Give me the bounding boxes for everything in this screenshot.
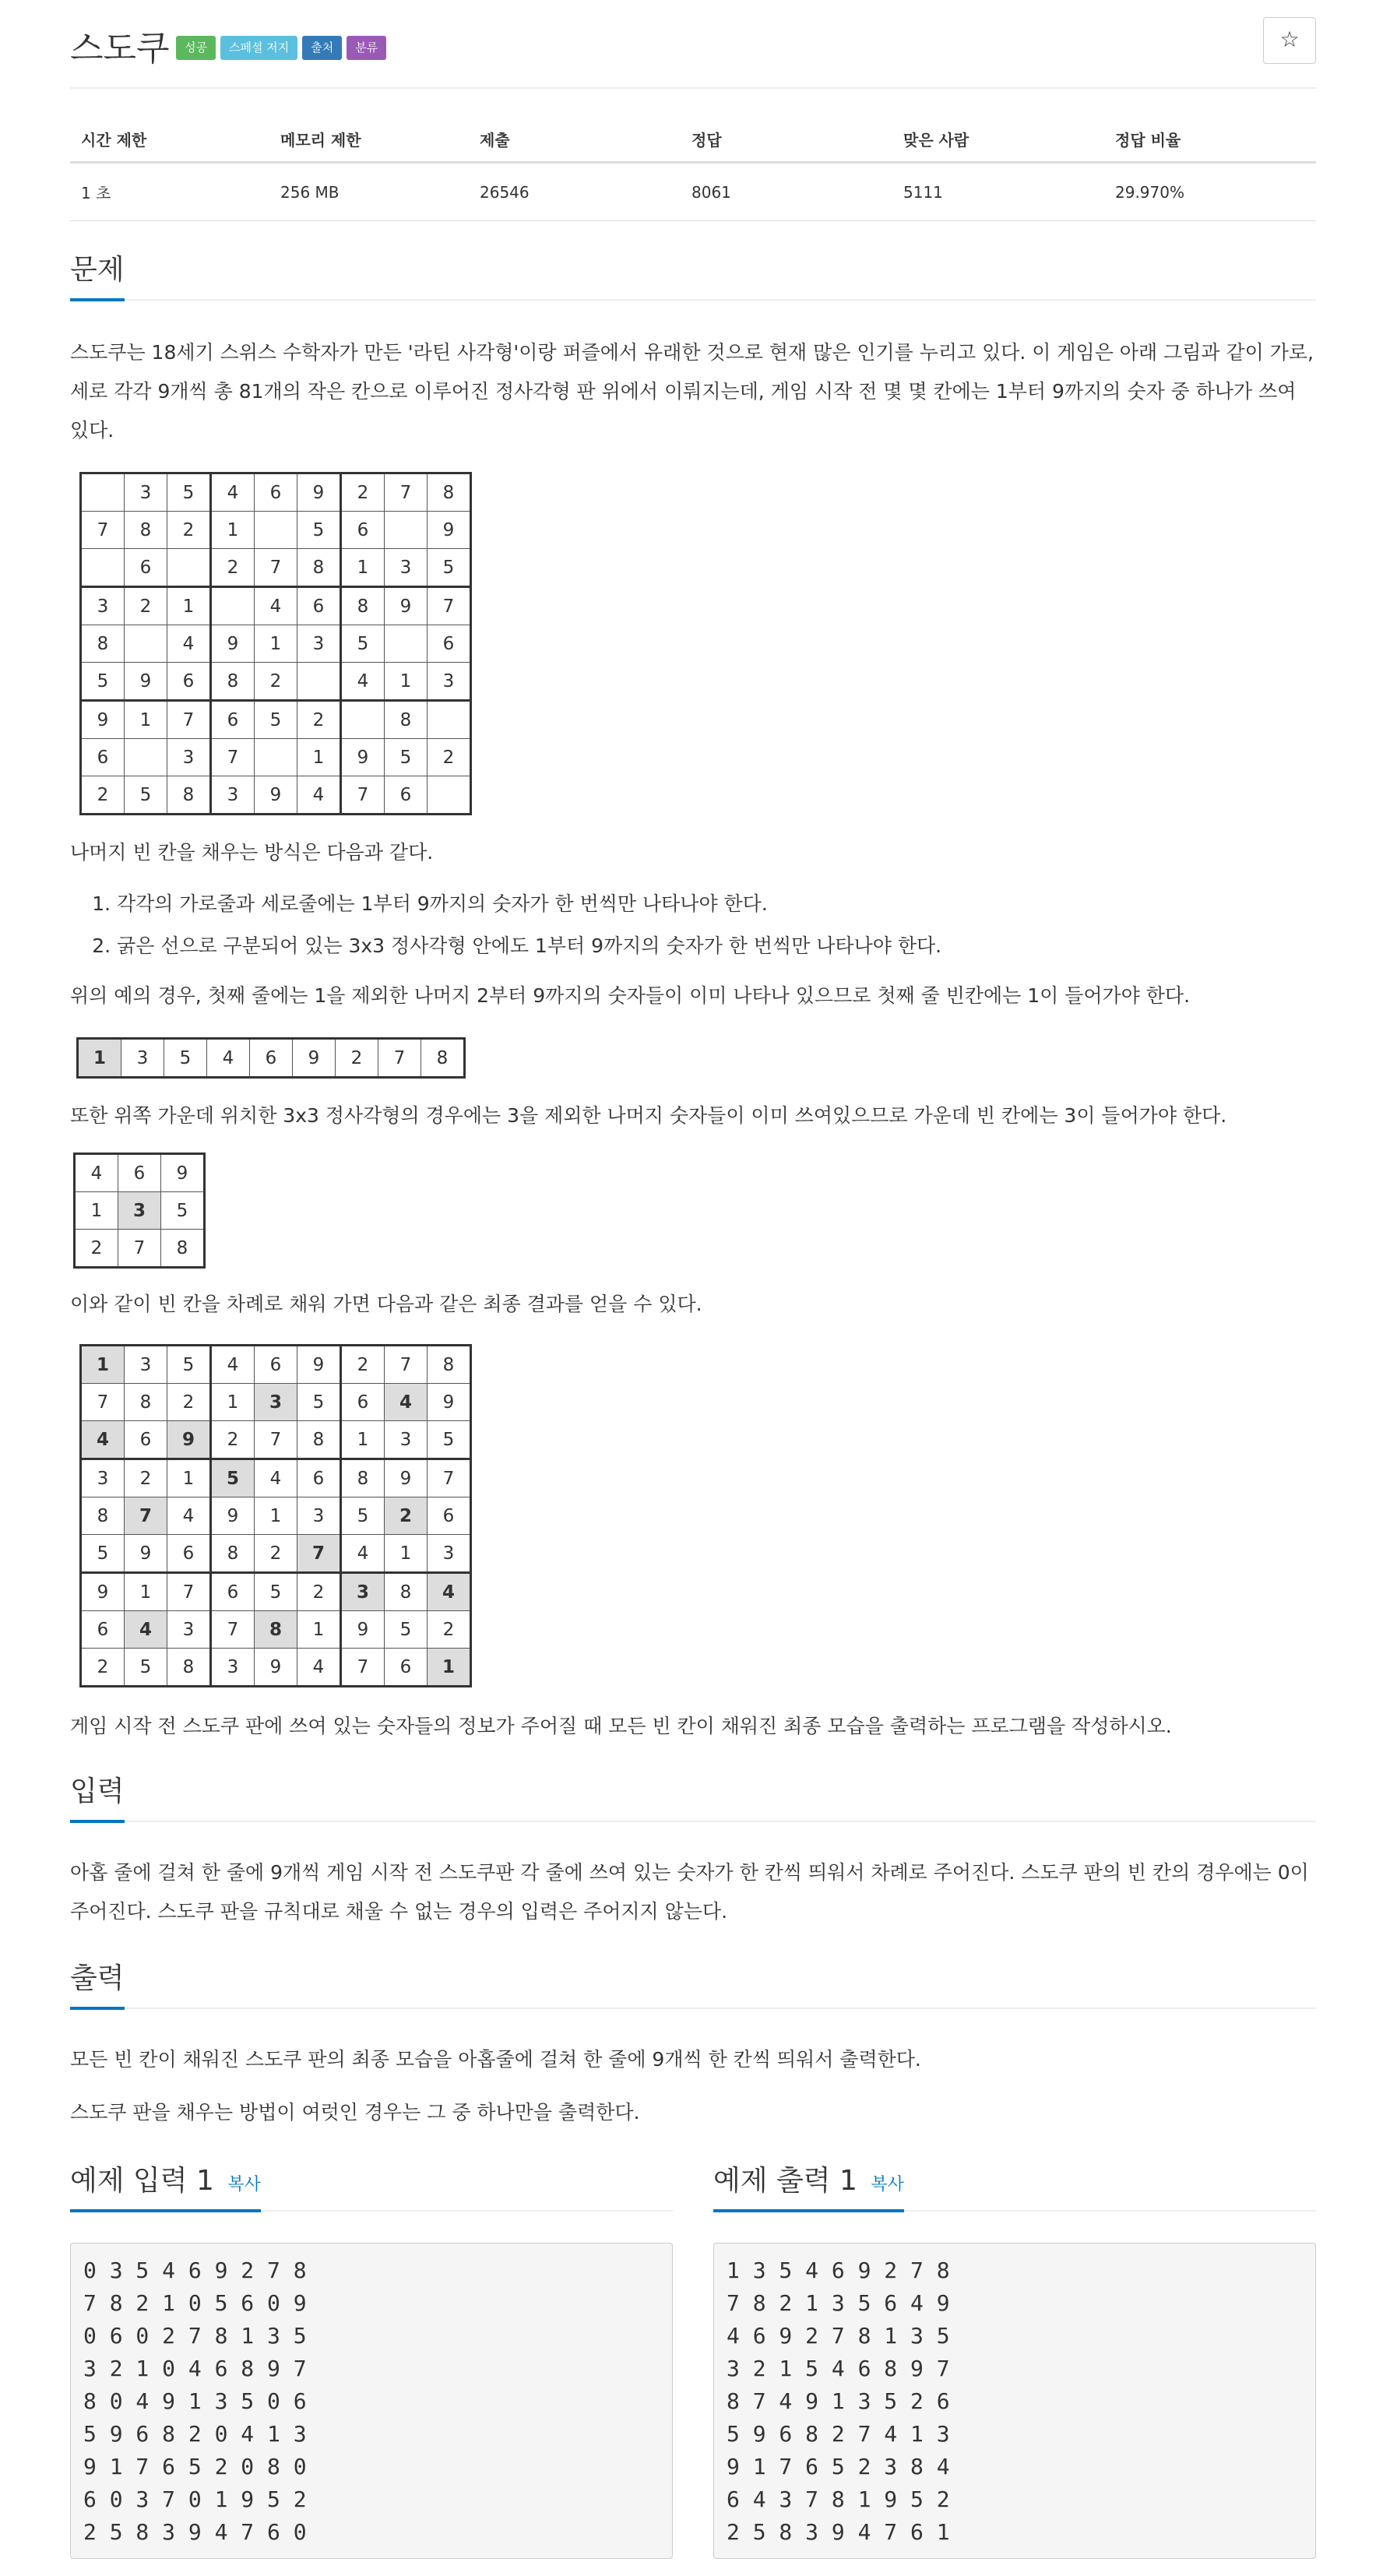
rule-list	[70, 883, 1363, 967]
info-accepted: 8061	[681, 163, 892, 221]
grid-cell: 1	[385, 663, 428, 701]
info-submit: 26546	[469, 163, 681, 221]
grid-row	[81, 1573, 471, 1611]
grid-cell: 6	[118, 1154, 161, 1192]
output-text-1: 모든 빈 칸이 채워진 스도쿠 판의 최종 모습을 아홉줄에 걸쳐 한 줄에 9개씩 한 칸씩 띄워서 출력한다.	[70, 2048, 921, 2071]
grid-cell: 6	[385, 776, 428, 815]
grid-cell: 3	[167, 1611, 211, 1649]
grid-cell: 1	[341, 1421, 385, 1459]
grid-cell: 8	[167, 776, 211, 815]
grid-cell: 8	[428, 473, 471, 512]
problem-section-title: 문제	[70, 248, 125, 301]
info-value-row	[70, 163, 1316, 221]
title-divider	[70, 87, 1316, 89]
grid-cell: 6	[297, 587, 341, 625]
grid-cell: 8	[125, 1384, 167, 1421]
rule-item: 1. 각각의 가로줄과 세로줄에는 1부터 9까지의 숫자가 한 번씩만 나타나야 한다.	[117, 883, 1363, 925]
grid-cell: 4	[297, 776, 341, 815]
grid-cell: 7	[167, 701, 211, 739]
grid-cell: 3	[255, 1384, 297, 1421]
grid-cell: 2	[297, 1573, 341, 1611]
grid-cell: 9	[255, 776, 297, 815]
grid-cell: 3	[385, 549, 428, 587]
grid-cell: 1	[211, 1384, 255, 1421]
grid-cell: 6	[81, 1611, 125, 1649]
grid-cell: 7	[297, 1535, 341, 1573]
grid-cell	[125, 739, 167, 776]
grid-cell: 7	[341, 1649, 385, 1687]
grid-cell: 6	[250, 1039, 293, 1078]
fill-rule-intro: 나머지 빈 칸을 채우는 방식은 다음과 같다.	[70, 841, 434, 864]
sudoku-puzzle-grid	[79, 472, 472, 815]
grid-cell: 9	[428, 512, 471, 549]
grid-cell: 3	[297, 1497, 341, 1535]
grid-row	[81, 1421, 471, 1459]
grid-cell: 6	[167, 1535, 211, 1573]
grid-cell: 2	[428, 1611, 471, 1649]
label-success[interactable]: 성공	[176, 36, 216, 60]
grid-row	[81, 663, 471, 701]
grid-cell: 9	[428, 1384, 471, 1421]
grid-cell: 1	[78, 1039, 121, 1078]
grid-cell: 9	[341, 1611, 385, 1649]
grid-cell: 3	[118, 1192, 161, 1230]
grid-cell: 4	[297, 1649, 341, 1687]
grid-cell: 6	[428, 1497, 471, 1535]
example-output-title-text: 예제 출력 1	[713, 2165, 857, 2197]
grid-cell: 5	[81, 663, 125, 701]
example-output-header	[713, 2159, 1316, 2212]
grid-cell: 2	[211, 549, 255, 587]
grid-cell: 7	[211, 1611, 255, 1649]
grid-row	[81, 1649, 471, 1687]
info-header-memory: 메모리 제한	[269, 117, 469, 163]
grid-cell: 4	[211, 473, 255, 512]
grid-cell: 7	[81, 1384, 125, 1421]
grid-row	[78, 1039, 465, 1078]
grid-row	[75, 1154, 205, 1192]
grid-cell: 3	[167, 739, 211, 776]
example-input-header	[70, 2159, 673, 2212]
grid-cell: 9	[161, 1154, 205, 1192]
grid-cell: 9	[297, 1346, 341, 1384]
example-input-title-text: 예제 입력 1	[70, 2165, 214, 2197]
grid-cell	[211, 587, 255, 625]
grid-cell: 9	[81, 1573, 125, 1611]
grid-cell: 6	[255, 473, 297, 512]
grid-cell: 2	[167, 512, 211, 549]
grid-cell	[81, 473, 125, 512]
grid-cell: 6	[211, 701, 255, 739]
grid-cell: 2	[167, 1384, 211, 1421]
grid-cell: 9	[293, 1039, 336, 1078]
grid-cell: 4	[341, 663, 385, 701]
grid-cell: 6	[428, 625, 471, 663]
info-solvers: 5111	[892, 163, 1104, 221]
grid-cell: 3	[385, 1421, 428, 1459]
grid-row	[81, 1459, 471, 1497]
grid-cell: 9	[385, 1459, 428, 1497]
grid-cell: 1	[297, 739, 341, 776]
grid-cell: 4	[255, 587, 297, 625]
grid-row	[81, 549, 471, 587]
grid-cell: 1	[81, 1346, 125, 1384]
grid-cell: 6	[211, 1573, 255, 1611]
grid-row	[81, 1346, 471, 1384]
grid-cell: 2	[336, 1039, 378, 1078]
grid-cell: 2	[81, 1649, 125, 1687]
example-output-title	[713, 2159, 904, 2212]
grid-cell: 8	[81, 1497, 125, 1535]
grid-cell	[428, 701, 471, 739]
grid-cell	[341, 701, 385, 739]
grid-cell: 1	[125, 701, 167, 739]
grid-row	[81, 587, 471, 625]
grid-cell: 4	[81, 1421, 125, 1459]
grid-cell: 7	[428, 587, 471, 625]
grid-cell: 2	[385, 1497, 428, 1535]
grid-cell: 5	[167, 1346, 211, 1384]
example-input-box[interactable]: 0 3 5 4 6 9 2 7 8 7 8 2 1 0 5 6 0 9 0 6 0 2 7 8 1 3 5 3 2 1 0 4 6 8 9 7 8 0 4 9 1 3 5 0 6 5 9 6 8 2 0 4 1 3 9 1 7 6 5 2 0 8 0 6 0 3 7 0 1 9 5 2 2 5 8 3 9 4 7 6 0	[70, 2243, 673, 2559]
page-title: 스도쿠	[70, 29, 170, 69]
section-divider	[70, 2008, 1316, 2009]
grid-cell: 6	[81, 739, 125, 776]
grid-cell: 9	[125, 663, 167, 701]
grid-cell: 6	[255, 1346, 297, 1384]
grid-cell: 8	[161, 1230, 205, 1268]
grid-row	[75, 1230, 205, 1268]
grid-cell: 2	[81, 776, 125, 815]
grid-cell: 9	[167, 1421, 211, 1459]
example-output-box[interactable]: 1 3 5 4 6 9 2 7 8 7 8 2 1 3 5 6 4 9 4 6 9 2 7 8 1 3 5 3 2 1 5 4 6 8 9 7 8 7 4 9 1 3 5 2 6 5 9 6 8 2 7 4 1 3 9 1 7 6 5 2 3 8 4 6 4 3 7 8 1 9 5 2 2 5 8 3 9 4 7 6 1	[713, 2243, 1316, 2559]
grid-cell	[167, 549, 211, 587]
grid-cell: 7	[118, 1230, 161, 1268]
grid-cell: 2	[341, 1346, 385, 1384]
grid-cell	[255, 739, 297, 776]
info-header-submit: 제출	[469, 117, 681, 163]
grid-cell: 1	[211, 512, 255, 549]
grid-cell: 6	[341, 512, 385, 549]
grid-cell: 3	[81, 587, 125, 625]
grid-cell	[125, 625, 167, 663]
grid-cell	[428, 776, 471, 815]
grid-cell: 9	[341, 739, 385, 776]
grid-cell: 4	[125, 1611, 167, 1649]
grid-cell: 9	[385, 587, 428, 625]
copy-output-button[interactable]: 복사	[871, 2175, 904, 2194]
input-section-header	[70, 1769, 1316, 1822]
grid-cell: 5	[125, 1649, 167, 1687]
grid-cell: 3	[121, 1039, 164, 1078]
grid-cell: 9	[211, 625, 255, 663]
info-header-accepted: 정답	[681, 117, 892, 163]
grid-cell: 9	[255, 1649, 297, 1687]
section-divider	[70, 299, 1316, 301]
grid-cell: 2	[255, 1535, 297, 1573]
grid-row	[75, 1192, 205, 1230]
problem-section-header	[70, 248, 1316, 301]
grid-cell: 1	[428, 1649, 471, 1687]
star-icon: ☆	[1279, 26, 1300, 52]
grid-row	[81, 512, 471, 549]
grid-cell: 4	[207, 1039, 250, 1078]
grid-cell: 5	[385, 1611, 428, 1649]
grid-cell: 7	[125, 1497, 167, 1535]
grid-cell: 7	[428, 1459, 471, 1497]
grid-cell	[385, 625, 428, 663]
grid-cell: 3	[341, 1573, 385, 1611]
box-example-grid	[73, 1153, 206, 1269]
result-text: 이와 같이 빈 칸을 차례로 채워 가면 다음과 같은 최종 결과를 얻을 수 있다.	[70, 1293, 702, 1315]
grid-cell: 6	[125, 1421, 167, 1459]
grid-cell: 9	[297, 473, 341, 512]
example-box-text: 또한 위쪽 가운데 위치한 3x3 정사각형의 경우에는 3을 제외한 나머지 숫자들이 이미 쓰여있으므로 가운데 빈 칸에는 3이 들어가야 한다.	[70, 1104, 1227, 1127]
grid-cell: 3	[428, 1535, 471, 1573]
grid-cell: 5	[211, 1459, 255, 1497]
grid-cell: 8	[341, 1459, 385, 1497]
info-memory: 256 MB	[269, 163, 469, 221]
grid-cell: 3	[211, 1649, 255, 1687]
grid-cell: 7	[385, 473, 428, 512]
output-section-title: 출력	[70, 1956, 125, 2010]
grid-cell: 9	[125, 1535, 167, 1573]
grid-cell: 2	[125, 587, 167, 625]
grid-cell: 4	[255, 1459, 297, 1497]
grid-cell: 7	[378, 1039, 421, 1078]
info-header-ratio: 정답 비율	[1104, 117, 1316, 163]
label-category[interactable]: 분류	[347, 36, 386, 60]
copy-input-button[interactable]: 복사	[227, 2175, 261, 2194]
grid-cell: 4	[428, 1573, 471, 1611]
grid-cell: 2	[341, 473, 385, 512]
sudoku-solution-grid	[79, 1344, 472, 1687]
grid-cell: 2	[428, 739, 471, 776]
info-header-solvers: 맞은 사람	[892, 117, 1104, 163]
grid-row	[81, 473, 471, 512]
grid-cell: 1	[125, 1573, 167, 1611]
grid-cell: 5	[125, 776, 167, 815]
grid-cell: 5	[385, 739, 428, 776]
grid-cell: 1	[297, 1611, 341, 1649]
grid-cell: 5	[161, 1192, 205, 1230]
grid-cell: 1	[167, 587, 211, 625]
grid-cell: 8	[421, 1039, 465, 1078]
grid-cell: 7	[255, 549, 297, 587]
grid-cell: 6	[125, 549, 167, 587]
grid-cell: 5	[428, 1421, 471, 1459]
row-example-grid	[76, 1037, 466, 1079]
grid-row	[81, 1611, 471, 1649]
section-divider	[70, 1821, 1316, 1822]
grid-cell: 8	[125, 512, 167, 549]
grid-cell: 2	[211, 1421, 255, 1459]
grid-cell: 8	[255, 1611, 297, 1649]
grid-cell: 6	[385, 1649, 428, 1687]
info-ratio: 29.970%	[1104, 163, 1316, 221]
star-button[interactable]	[1263, 17, 1316, 64]
grid-cell: 5	[255, 701, 297, 739]
grid-cell: 8	[81, 625, 125, 663]
grid-cell: 5	[255, 1573, 297, 1611]
grid-cell: 8	[167, 1649, 211, 1687]
grid-cell: 1	[75, 1192, 118, 1230]
grid-cell: 1	[341, 549, 385, 587]
output-section-header	[70, 1956, 1316, 2009]
grid-cell: 8	[385, 701, 428, 739]
grid-cell: 2	[125, 1459, 167, 1497]
grid-cell: 3	[428, 663, 471, 701]
grid-cell: 2	[297, 701, 341, 739]
grid-cell: 3	[211, 776, 255, 815]
grid-cell: 5	[428, 549, 471, 587]
grid-row	[81, 1497, 471, 1535]
grid-cell: 4	[341, 1535, 385, 1573]
grid-cell: 5	[341, 1497, 385, 1535]
input-section-title: 입력	[70, 1769, 125, 1823]
grid-cell: 8	[428, 1346, 471, 1384]
problem-info-table	[70, 117, 1316, 221]
grid-row	[81, 701, 471, 739]
grid-row	[81, 625, 471, 663]
grid-cell: 1	[255, 625, 297, 663]
grid-cell: 7	[385, 1346, 428, 1384]
grid-cell: 7	[81, 512, 125, 549]
label-source[interactable]: 출처	[302, 36, 342, 60]
grid-cell: 7	[167, 1573, 211, 1611]
output-text-2: 스도쿠 판을 채우는 방법이 여럿인 경우는 그 중 하나만을 출력한다.	[70, 2101, 640, 2124]
grid-cell: 8	[211, 1535, 255, 1573]
grid-cell: 8	[385, 1573, 428, 1611]
grid-cell: 7	[255, 1421, 297, 1459]
grid-cell: 3	[297, 625, 341, 663]
grid-cell: 4	[75, 1154, 118, 1192]
grid-cell: 4	[385, 1384, 428, 1421]
grid-cell: 1	[385, 1535, 428, 1573]
input-text: 아홉 줄에 걸쳐 한 줄에 9개씩 게임 시작 전 스도쿠판 각 줄에 쓰여 있는 숫자가 한 칸씩 띄워서 차례로 주어진다. 스도쿠 판의 빈 칸의 경우에는 0이 주어진다. 스도쿠 판을 규칙대로 채울 수 없는 경우의 입력은 주어지지 않는다.	[70, 1861, 1309, 1923]
grid-cell: 4	[167, 1497, 211, 1535]
example-row-text: 위의 예의 경우, 첫째 줄에는 1을 제외한 나머지 2부터 9까지의 숫자들이 이미 나타나 있으므로 첫째 줄 빈칸에는 1이 들어가야 한다.	[70, 984, 1191, 1007]
grid-cell: 2	[255, 663, 297, 701]
problem-labels	[176, 36, 386, 60]
grid-cell: 5	[341, 625, 385, 663]
grid-cell: 3	[125, 473, 167, 512]
grid-cell	[255, 512, 297, 549]
grid-cell: 2	[75, 1230, 118, 1268]
title-row	[70, 16, 1316, 72]
grid-cell: 9	[81, 701, 125, 739]
grid-cell: 1	[255, 1497, 297, 1535]
grid-cell: 1	[167, 1459, 211, 1497]
grid-row	[81, 1535, 471, 1573]
grid-row	[81, 776, 471, 815]
info-header-time: 시간 제한	[70, 117, 269, 163]
example-input-title	[70, 2159, 261, 2212]
grid-cell: 3	[125, 1346, 167, 1384]
grid-cell	[297, 663, 341, 701]
grid-cell: 6	[341, 1384, 385, 1421]
grid-cell: 6	[167, 663, 211, 701]
grid-cell	[385, 512, 428, 549]
grid-cell	[81, 549, 125, 587]
grid-cell: 9	[211, 1497, 255, 1535]
grid-cell: 5	[297, 1384, 341, 1421]
problem-intro: 스도쿠는 18세기 스위스 수학자가 만든 '라틴 사각형'이랑 퍼즐에서 유래한 것으로 현재 많은 인기를 누리고 있다. 이 게임은 아래 그림과 같이 가로, 세로 각각 9개씩 총 81개의 작은 칸으로 이루어진 정사각형 판 위에서 이뤄지는데, 게임 시작 전 몇 몇 칸에는 1부터 9까지의 숫자 중 하나가 쓰여 있다.	[70, 341, 1314, 442]
grid-cell: 8	[341, 587, 385, 625]
info-header-row	[70, 117, 1316, 163]
grid-cell: 6	[297, 1459, 341, 1497]
grid-cell: 8	[297, 1421, 341, 1459]
grid-cell: 5	[167, 473, 211, 512]
grid-cell: 5	[164, 1039, 207, 1078]
grid-row	[81, 1384, 471, 1421]
grid-cell: 8	[211, 663, 255, 701]
grid-cell: 4	[167, 625, 211, 663]
grid-cell: 5	[297, 512, 341, 549]
grid-cell: 7	[341, 776, 385, 815]
rule-item: 2. 굵은 선으로 구분되어 있는 3x3 정사각형 안에도 1부터 9까지의 숫자가 한 번씩만 나타나야 한다.	[117, 925, 1363, 967]
task-text: 게임 시작 전 스도쿠 판에 쓰여 있는 숫자들의 정보가 주어질 때 모든 빈 칸이 채워진 최종 모습을 출력하는 프로그램을 작성하시오.	[70, 1715, 1172, 1737]
grid-cell: 8	[297, 549, 341, 587]
label-special-judge[interactable]: 스페셜 저지	[220, 36, 297, 60]
grid-cell: 3	[81, 1459, 125, 1497]
grid-cell: 4	[211, 1346, 255, 1384]
info-time: 1 초	[70, 163, 269, 221]
grid-row	[81, 739, 471, 776]
grid-cell: 5	[81, 1535, 125, 1573]
grid-cell: 7	[211, 739, 255, 776]
